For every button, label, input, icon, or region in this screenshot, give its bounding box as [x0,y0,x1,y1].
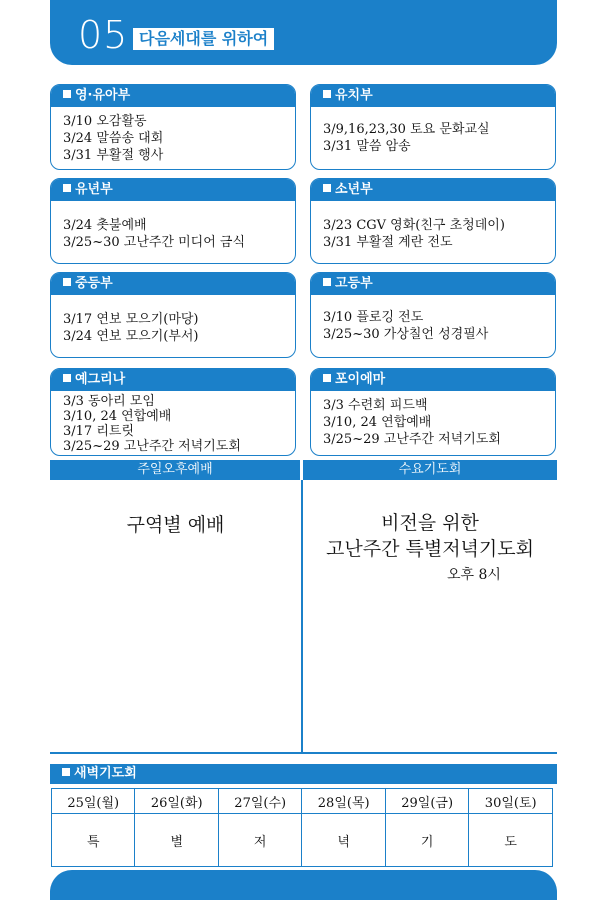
table-row [52,814,553,867]
dept-title: 포이에마 [335,372,386,387]
dept-item: 3/3 동아리 모임 [63,394,155,409]
dept-title: 유년부 [75,182,113,197]
dept-item: 3/3 수련회 피드백 [323,398,428,413]
wednesday-service-header: 수요기도회 [303,460,557,480]
dept-item: 3/24 연보 모으기(부서) [63,329,199,344]
square-bullet-icon [323,184,331,192]
dept-title: 소년부 [335,182,373,197]
dept-item: 3/10, 24 연합예배 [63,409,172,424]
dept-item: 3/25~29 고난주간 저녁기도회 [63,439,241,454]
wednesday-service-time: 오후 8시 [447,567,501,583]
dept-title: 중등부 [75,276,113,291]
dept-title: 고등부 [335,276,373,291]
square-bullet-icon [62,768,70,776]
dept-item: 3/24 촛불예배 [63,218,147,233]
dept-item: 3/25~30 고난주간 미디어 금식 [63,235,246,250]
section-title: 다음세대를 위하여 [133,28,274,50]
dept-item: 3/31 말씀 암송 [323,139,411,154]
dept-item: 3/23 CGV 영화(친구 초청데이) [323,218,505,233]
footer-banner [50,870,557,900]
dept-item: 3/10 플로깅 전도 [323,310,424,325]
services-header-band [50,460,557,480]
char-cell: 저 [218,814,301,867]
wednesday-service-line1: 비전을 위한 [381,512,479,534]
dept-item: 3/17 리트릿 [63,424,134,439]
dept-item: 3/24 말씀송 대회 [63,131,164,146]
dept-item: 3/31 부활절 행사 [63,148,164,163]
day-cell: 30일(토) [469,789,553,814]
dept-box-elementary-upper [310,178,556,264]
square-bullet-icon [63,184,71,192]
services-bottom-rule [50,752,557,754]
dawn-prayer-title: 새벽기도회 [74,766,137,781]
char-cell: 기 [385,814,468,867]
section-number: 05 [78,13,129,57]
dept-box-yegrina [50,368,296,456]
wednesday-service-line2: 고난주간 특별저녁기도회 [326,538,534,560]
dept-box-kindergarten [310,84,556,170]
square-bullet-icon [63,278,71,286]
char-cell: 녁 [302,814,385,867]
dept-title: 영·유아부 [75,88,131,103]
day-cell: 28일(목) [302,789,385,814]
dept-item: 3/31 부활절 계란 전도 [323,235,453,250]
square-bullet-icon [323,90,331,98]
dawn-prayer-header [50,764,557,784]
header-banner [50,0,557,65]
dept-box-middle [50,272,296,358]
dept-item: 3/17 연보 모으기(마당) [63,312,199,327]
char-cell: 특 [52,814,135,867]
dept-item: 3/9,16,23,30 토요 문화교실 [323,122,490,137]
dept-item: 3/10 오감활동 [63,114,147,129]
day-cell: 26일(화) [135,789,218,814]
day-cell: 29일(금) [385,789,468,814]
dept-title: 유치부 [335,88,373,103]
square-bullet-icon [323,374,331,382]
sunday-service-header: 주일오후예배 [50,460,300,480]
dept-box-infant [50,84,296,170]
square-bullet-icon [63,374,71,382]
square-bullet-icon [63,90,71,98]
dept-item: 3/25~29 고난주간 저녁기도회 [323,432,501,447]
dept-box-elementary-lower [50,178,296,264]
sunday-service-text: 구역별 예배 [126,514,225,536]
dept-box-poiema [310,368,556,456]
dept-title: 예그리나 [75,372,126,387]
dept-item: 3/10, 24 연합예배 [323,415,432,430]
day-cell: 25일(월) [52,789,135,814]
dawn-prayer-table [51,788,553,867]
dept-item: 3/25~30 가상칠언 성경필사 [323,327,489,342]
table-row [52,789,553,814]
square-bullet-icon [323,278,331,286]
char-cell: 별 [135,814,218,867]
wednesday-service-text [303,510,557,562]
day-cell: 27일(수) [218,789,301,814]
dept-box-high [310,272,556,358]
char-cell: 도 [469,814,553,867]
